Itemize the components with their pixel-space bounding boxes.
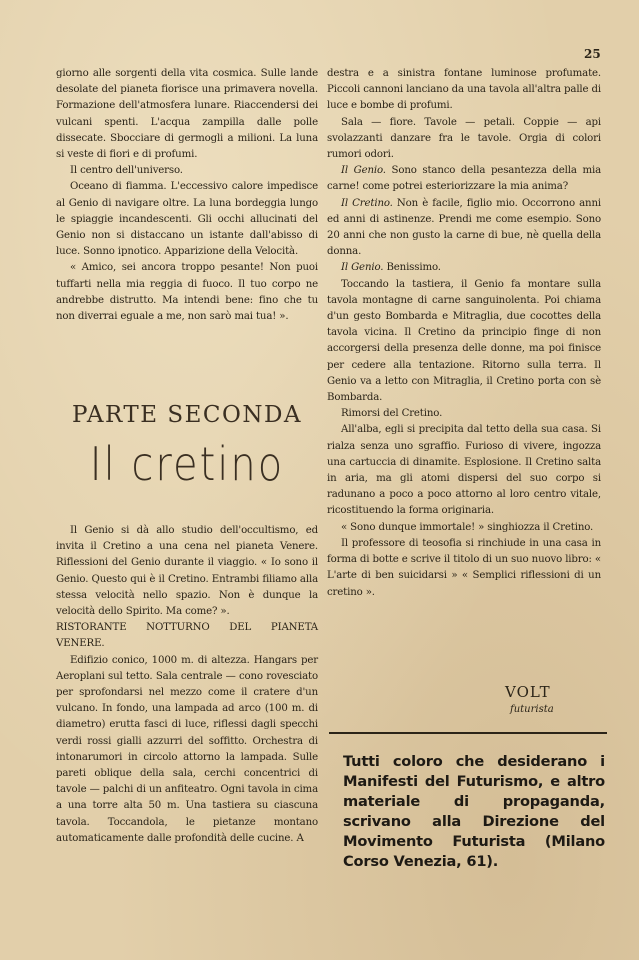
paragraph: Edifizio conico, 1000 m. di altezza. Hangars per Aeroplani sul tetto. Sala centrale — cono rovesciato per sprofondarsi nel mezzo come il cratere d'un vulcano. In fondo, una lampada ad arco (100 m. di diametro) erutta fasci di luce, riflessi dagli specchi verdi rossi gialli azzurri del soffitto. Orchestra di intonarumori in circolo attorno la lampada. Sulle pareti oblique della sala, cerchi concentrici di tavole — palchi di un anfiteatro. Ogni tavola in cima a una torre alta 50 m. Una tastiera su ciascuna tavola. Toccandola, le pietanze montano automaticamente dalle profondità delle cucine. A [56, 654, 318, 844]
paragraph: « Amico, sei ancora troppo pesante! Non puoi tuffarti nella mia reggia di fuoco. Il tuo corpo ne andrebbe distrutto. Ma intendi bene: fino che tu non diverrai eguale a me, non sarò mai tua! ». [56, 262, 318, 323]
paragraph: All'alba, egli si precipita dal tetto della sua casa. Si rialza senza uno sgraffio. Furioso di vivere, ingozza una cartuccia di dinamite. Esplosione. Il Cretino salta in aria, ma gli atomi dispersi del suo corpo si radunano a poco a poco attorno al loro centro vitale, ricostituendo la forma originaria. [327, 424, 601, 517]
speaker-name: Il Genio. [341, 165, 386, 177]
chapter-title: Il cretino [89, 438, 285, 492]
paragraph: Il Genio si dà allo studio dell'occultismo, ed invita il Cretino a una cena nel pianeta Venere. Riflessioni del Genio durante il viaggio. « Io sono il Genio. Questo qui è il Cretino. Entrambi filiamo alla stessa velocità nello spazio. Non è dunque la velocità dello Spirito. Ma come? ». [56, 525, 318, 618]
left-column-upper [56, 66, 318, 325]
paragraph: Oceano di fiamma. L'eccessivo calore impedisce al Genio di navigare oltre. La luna bordeggia lungo le spiaggie incandescenti. Gli occhi allucinati del Genio non si distaccano un istante dall'abisso di luce. Sonno ipnotico. Apparizione della Velocità. [56, 181, 318, 258]
paragraph: Sala — fiore. Tavole — petali. Coppie — api svolazzanti danzare fra le tavole. Orgia di colori rumori odori. [327, 116, 601, 161]
divider [329, 732, 607, 734]
advertisement-notice: Tutti coloro che desiderano i Manifesti del Futurismo, e altro materiale di propaganda, scrivano alla Direzione del Movimento Futurista (Milano Corso Venezia, 61). [343, 753, 605, 870]
section-heading: PARTE SECONDA [71, 402, 302, 428]
paragraph: destra e a sinistra fontane luminose profumate. Piccoli cannoni lanciano da una tavola all'altra palle di luce e bombe di profumi. [327, 68, 601, 112]
dialogue-line: Il Cretino. Non è facile, figlio mio. Occorrono anni ed anni di astinenze. Prendi me come esempio. Sono 20 anni che non gusto la carne di bue, nè quella della donna. [327, 197, 601, 258]
right-column [327, 66, 601, 601]
dialogue-line: Il Genio. Sono stanco della pesantezza della mia carne! come potrei esteriorizzare la mia anima? [327, 165, 601, 193]
paragraph: giorno alle sorgenti della vita cosmica. Sulle lande desolate del pianeta fiorisce una primavera novella. Formazione dell'atmosfera lunare. Riaccendersi dei vulcani spenti. L'acqua zampilla dalle polle dissecate. Sbocciare di germogli a milioni. La luna si veste di fiori e di profumi. [56, 68, 318, 161]
paragraph: Toccando la tastiera, il Genio fa montare sulla tavola montagne di carne sanguinolenta. Poi chiama d'un gesto Bombarda e Mitraglia, due cocottes della tavola vicina. Il Cretino da principio finge di non accorgersi della presenza delle donne, ma poi finisce per cedere alla tentazione. Ritorno sulla terra. Il Genio va a letto con Mitraglia, il Cretino porta con sè Bombarda. [327, 278, 601, 404]
paragraph: « Sono dunque immortale! » singhiozza il Cretino. [341, 521, 594, 533]
subheading: RISTORANTE NOTTURNO DEL PIANETA VENERE. [56, 622, 318, 650]
page-number: 25 [584, 47, 601, 61]
paragraph: Il centro dell'universo. [70, 165, 183, 177]
speaker-name: Il Cretino. [341, 197, 393, 209]
speaker-name: Il Genio. [341, 262, 384, 274]
dialogue-line: Il Genio. Benissimo. [341, 262, 441, 274]
author-subtitle: futurista [510, 704, 554, 715]
paragraph: Rimorsi del Cretino. [341, 408, 443, 420]
left-column-lower [56, 523, 318, 847]
paragraph: Il professore di teosofia si rinchiude in una casa in forma di botte e scrive il titolo di un suo nuovo libro: « L'arte di ben suicidarsi » « Semplici riflessioni di un cretino ». [327, 537, 601, 598]
author-signature: VOLT [505, 683, 551, 701]
